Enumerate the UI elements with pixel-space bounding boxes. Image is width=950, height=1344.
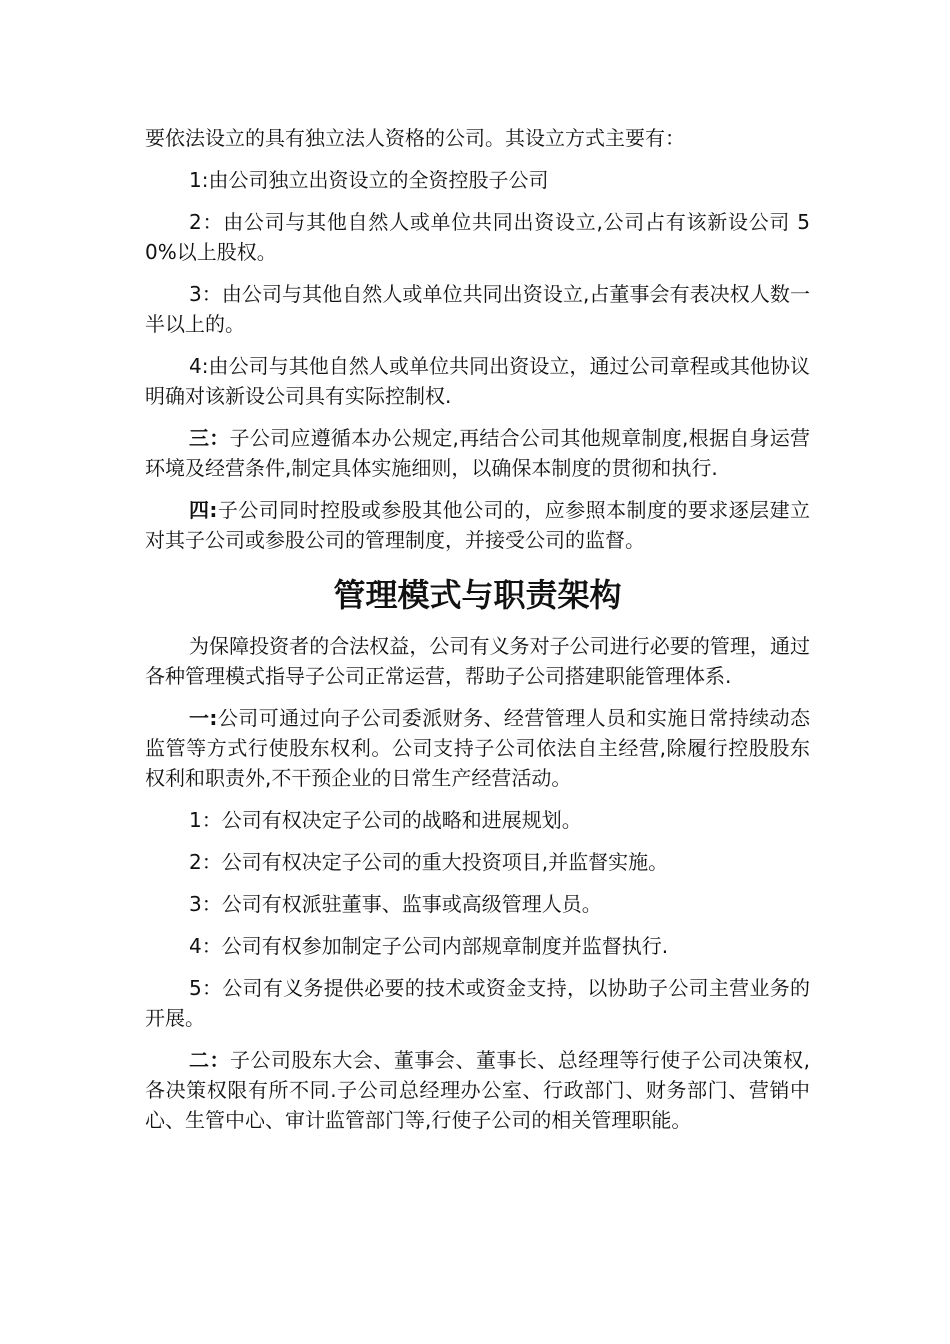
clause-one-text: 公司可通过向子公司委派财务、经营管理人员和实施日常持续动态监管等方式行使股东权利。公司支持子公司依法自主经营,除履行控股股东权利和职责外,不干预企业的日常生产经营活动。 (145, 706, 811, 790)
right-item-4: 4：公司有权参加制定子公司内部规章制度并监督执行. (189, 934, 669, 958)
clause-three-lead: 三： (189, 426, 230, 450)
clause-three-text: 子公司应遵循本办公规定,再结合公司其他规章制度,根据自身运营环境及经营条件,制定具体实施细则，以确保本制度的贯彻和执行. (145, 426, 811, 480)
section-intro: 为保障投资者的合法权益，公司有义务对子公司进行必要的管理，通过各种管理模式指导子公司正常运营，帮助子公司搭建职能管理体系. (145, 634, 810, 688)
list-item-3: 3：由公司与其他自然人或单位共同出资设立,占董事会有表决权人数一半以上的。 (145, 282, 810, 336)
clause-two-text: 子公司股东大会、董事会、董事长、总经理等行使子公司决策权,各决策权限有所不同.子公司总经理办公室、行政部门、财务部门、营销中心、生管中心、审计监管部门等,行使子公司的相关管理职能。 (145, 1048, 811, 1132)
clause-three (145, 423, 810, 483)
right-item-1: 1：公司有权决定子公司的战略和进展规划。 (189, 808, 582, 832)
list-item-1: 1:由公司独立出资设立的全资控股子公司 (189, 168, 549, 192)
clause-four-lead: 四: (189, 498, 218, 522)
paragraph-continuation: 要依法设立的具有独立法人资格的公司。其设立方式主要有： (145, 126, 685, 150)
clause-four (145, 495, 810, 555)
right-item-2: 2：公司有权决定子公司的重大投资项目,并监督实施。 (189, 850, 669, 874)
section-heading: 管理模式与职责架构 (333, 576, 622, 614)
clause-one-lead: 一: (189, 706, 218, 730)
right-item-5: 5：公司有义务提供必要的技术或资金支持，以协助子公司主营业务的开展。 (145, 976, 810, 1030)
clause-two-lead: 二： (189, 1048, 230, 1072)
clause-two (145, 1045, 810, 1135)
right-item-3: 3：公司有权派驻董事、监事或高级管理人员。 (189, 892, 602, 916)
clause-one (145, 703, 810, 793)
list-item-4: 4:由公司与其他自然人或单位共同出资设立，通过公司章程或其他协议明确对该新设公司具有实际控制权. (145, 354, 810, 408)
clause-four-text: 子公司同时控股或参股其他公司的，应参照本制度的要求逐层建立对其子公司或参股公司的管理制度，并接受公司的监督。 (145, 498, 811, 552)
list-item-2: 2：由公司与其他自然人或单位共同出资设立,公司占有该新设公司 50%以上股权。 (145, 210, 810, 264)
